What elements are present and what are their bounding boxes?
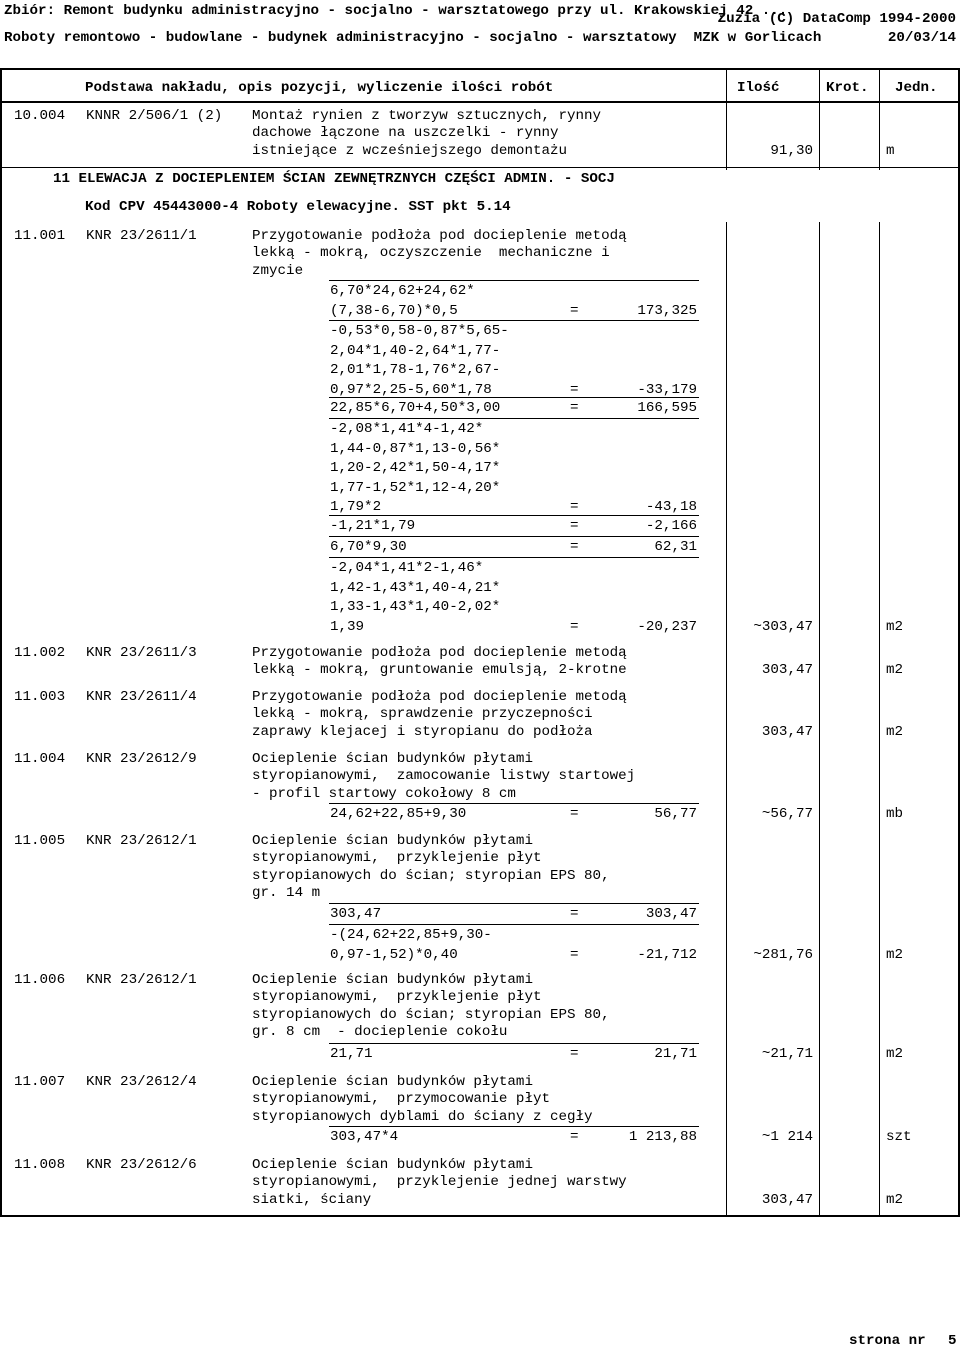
item-unit: m2: [886, 618, 904, 635]
item-code: KNR 23/2612/4: [86, 1074, 197, 1090]
calc-expression-line: 6,70*24,62+24,62*: [330, 283, 475, 299]
item-quantity: 303,47: [761, 662, 813, 679]
item-number: 11.003: [14, 689, 66, 705]
item-description-line: Montaż rynien z tworzyw sztucznych, rynny: [252, 108, 602, 124]
footer-page-label: strona nr: [849, 1333, 926, 1349]
item-description-line: Ocieplenie ścian budynków płytami: [252, 833, 533, 849]
calc-result: -21,712: [637, 946, 697, 963]
item-unit: m2: [886, 1046, 904, 1062]
item-description-line: styropianowymi, zamocowanie listwy startowej: [252, 768, 636, 785]
calc-result: -43,18: [645, 499, 697, 515]
item-quantity: 303,47: [761, 723, 813, 740]
item-number: 11.001: [14, 228, 66, 244]
item-code: KNR 23/2612/9: [86, 751, 197, 767]
item-description-line: Ocieplenie ścian budynków płytami: [252, 1157, 533, 1173]
item-description-line: lekką - mokrą, oczyszczenie mechaniczne i: [252, 245, 610, 262]
section-divider: [0, 167, 960, 168]
item-code: KNR 23/2612/6: [86, 1157, 197, 1173]
calc-expression-line: -(24,62+22,85+9,30-: [330, 927, 492, 943]
calc-equals: =: [570, 946, 579, 963]
column-separator: [819, 68, 820, 170]
column-separator: [819, 222, 820, 1215]
column-separator: [879, 68, 880, 170]
calc-expression-line: 24,62+22,85+9,30: [330, 806, 467, 822]
column-separator: [726, 68, 727, 170]
item-number: 11.004: [14, 751, 66, 767]
column-header-quantity: Ilość: [737, 80, 780, 96]
calc-result: 21,71: [654, 1046, 697, 1062]
item-description-line: zmycie: [252, 262, 304, 279]
calc-expression-line: 1,20-2,42*1,50-4,17*: [330, 460, 501, 476]
item-code: KNR 23/2612/1: [86, 833, 197, 849]
calc-equals: =: [570, 618, 579, 635]
calc-separator-line: [329, 320, 699, 321]
calc-result: 166,595: [637, 400, 697, 416]
column-separator: [879, 222, 880, 1215]
item-number: 11.007: [14, 1074, 66, 1090]
calc-equals: =: [570, 539, 579, 555]
item-number: 10.004: [14, 108, 66, 124]
calc-equals: =: [570, 381, 579, 398]
item-description-line: Przygotowanie podłoża pod docieplenie metodą: [252, 228, 627, 244]
calc-result: -33,179: [637, 381, 697, 398]
item-description-line: styropianowych do ścian; styropian EPS 80,: [252, 1006, 610, 1023]
calc-equals: =: [570, 806, 579, 822]
calc-expression-line: 1,77-1,52*1,12-4,20*: [330, 479, 501, 496]
item-unit: m2: [886, 946, 904, 963]
item-description-line: dachowe łączone na uszczelki - rynny: [252, 125, 559, 142]
calc-separator-line: [329, 557, 699, 558]
item-unit: mb: [886, 806, 904, 822]
calc-expression-line: 2,04*1,40-2,64*1,77-: [330, 342, 501, 359]
item-quantity: ~281,76: [753, 946, 813, 963]
calc-result: 62,31: [654, 539, 697, 555]
calc-separator-line: [329, 418, 699, 419]
item-unit: m2: [886, 1191, 904, 1208]
calc-separator-line: [329, 515, 699, 516]
item-code: KNNR 2/506/1 (2): [86, 108, 223, 124]
item-description-line: istniejące z wcześniejszego demontażu: [252, 142, 568, 159]
item-description-line: lekką - mokrą, sprawdzenie przyczepności: [252, 706, 593, 723]
item-description-line: styropianowymi, przyklejenie płyt: [252, 989, 542, 1006]
calc-separator-line: [329, 803, 699, 804]
item-code: KNR 23/2611/3: [86, 645, 197, 661]
calc-separator-line: [329, 536, 699, 537]
calc-equals: =: [570, 499, 579, 515]
item-quantity: 303,47: [761, 1191, 813, 1208]
table-bottom-border: [0, 1215, 960, 1217]
item-quantity: ~56,77: [761, 806, 813, 822]
calc-expression-line: 22,85*6,70+4,50*3,00: [330, 400, 501, 416]
header-divider: [0, 101, 960, 103]
item-description-line: - profil startowy cokołowy 8 cm: [252, 785, 516, 802]
calc-expression-line: 6,70*9,30: [330, 539, 407, 555]
calc-separator-line: [329, 1126, 699, 1127]
item-number: 11.005: [14, 833, 66, 849]
calc-expression-line: -1,21*1,79: [330, 518, 416, 534]
item-number: 11.006: [14, 972, 66, 988]
item-unit: m2: [886, 662, 904, 679]
calc-equals: =: [570, 302, 579, 319]
item-description-line: styropianowymi, przyklejenie płyt: [252, 850, 542, 867]
calc-expression-line: 1,39: [330, 618, 365, 635]
calc-expression-line: 1,44-0,87*1,13-0,56*: [330, 440, 501, 457]
item-description-line: styropianowych do ścian; styropian EPS 80,: [252, 867, 610, 884]
calc-expression-line: -0,53*0,58-0,87*5,65-: [330, 323, 509, 339]
item-description-line: styropianowymi, przyklejenie jednej warstwy: [252, 1174, 627, 1191]
header-software: Zuzia (C) DataComp 1994-2000: [717, 11, 956, 27]
calc-separator-line: [329, 280, 699, 281]
table-top-border: [0, 68, 960, 70]
item-description-line: styropianowymi, przymocowanie płyt: [252, 1091, 550, 1108]
calc-equals: =: [570, 1129, 579, 1145]
table-left-border: [0, 68, 2, 1217]
calc-separator-line: [329, 1043, 699, 1044]
calc-result: -2,166: [645, 518, 697, 534]
item-unit: szt: [886, 1129, 912, 1145]
item-code: KNR 23/2611/1: [86, 228, 197, 244]
calc-separator-line: [329, 903, 699, 904]
header-title: Zbiór: Remont budynku administracyjno - socjalno - warsztatowego przy ul. Krakowskiej 42 ...: [4, 3, 788, 19]
item-description-line: Ocieplenie ścian budynków płytami: [252, 972, 533, 988]
item-description-line: Ocieplenie ścian budynków płytami: [252, 1074, 533, 1090]
item-unit: m2: [886, 723, 904, 740]
calc-separator-line: [329, 924, 699, 925]
calc-result: -20,237: [637, 618, 697, 635]
item-description-line: Ocieplenie ścian budynków płytami: [252, 751, 533, 767]
column-header-multiplier: Krot.: [826, 80, 869, 96]
calc-expression-line: -2,08*1,41*4-1,42*: [330, 421, 484, 437]
item-description-line: zaprawy klejacej i styropianu do podłoża: [252, 723, 593, 740]
item-description-line: Przygotowanie podłoża pod docieplenie metodą: [252, 645, 627, 661]
item-description-line: gr. 14 m: [252, 884, 321, 901]
item-quantity: ~1 214: [761, 1129, 813, 1145]
calc-result: 303,47: [645, 906, 697, 922]
calc-equals: =: [570, 518, 579, 534]
calc-expression-line: 21,71: [330, 1046, 373, 1062]
item-quantity: 91,30: [770, 142, 813, 159]
item-description-line: lekką - mokrą, gruntowanie emulsją, 2-krotne: [252, 662, 627, 679]
item-description-line: Przygotowanie podłoża pod docieplenie metodą: [252, 689, 627, 705]
calc-expression-line: -2,04*1,41*2-1,46*: [330, 560, 484, 576]
calc-expression-line: 2,01*1,78-1,76*2,67-: [330, 362, 501, 378]
item-number: 11.008: [14, 1157, 66, 1173]
footer-page-number: 5: [948, 1333, 957, 1349]
calc-result: 173,325: [637, 302, 697, 319]
calc-separator-line: [329, 397, 699, 398]
item-code: KNR 23/2611/4: [86, 689, 197, 705]
item-number: 11.002: [14, 645, 66, 661]
header-subtitle: Roboty remontowo - budowlane - budynek administracyjno - socjalno - warsztatowy MZK w Gorlicach: [4, 30, 822, 46]
item-unit: m: [886, 142, 895, 159]
item-quantity: ~21,71: [761, 1046, 813, 1062]
item-description-line: gr. 8 cm - docieplenie cokołu: [252, 1023, 508, 1040]
header-date: 20/03/14: [887, 30, 956, 46]
calc-equals: =: [570, 1046, 579, 1062]
calc-expression-line: 1,33-1,43*1,40-2,02*: [330, 599, 501, 615]
item-description-line: styropianowych dyblami do ściany z cegły: [252, 1108, 593, 1125]
item-description-line: siatki, ściany: [252, 1191, 372, 1208]
column-separator: [726, 222, 727, 1215]
column-header-unit: Jedn.: [895, 80, 938, 96]
column-header-description: Podstawa nakładu, opis pozycji, wyliczenie ilości robót: [85, 80, 554, 96]
calc-result: 56,77: [654, 806, 697, 822]
item-code: KNR 23/2612/1: [86, 972, 197, 988]
calc-equals: =: [570, 400, 579, 416]
calc-expression-line: 1,79*2: [330, 499, 382, 515]
calc-expression-line: (7,38-6,70)*0,5: [330, 302, 458, 319]
item-quantity: ~303,47: [753, 618, 813, 635]
calc-expression-line: 1,42-1,43*1,40-4,21*: [330, 579, 501, 596]
calc-expression-line: 303,47*4: [330, 1129, 399, 1145]
section-cpv-code: Kod CPV 45443000-4 Roboty elewacyjne. SST pkt 5.14: [85, 199, 511, 215]
calc-expression-line: 0,97-1,52)*0,40: [330, 946, 458, 963]
calc-result: 1 213,88: [628, 1129, 697, 1145]
calc-expression-line: 303,47: [330, 906, 382, 922]
calc-expression-line: 0,97*2,25-5,60*1,78: [330, 381, 492, 398]
calc-equals: =: [570, 906, 579, 922]
section-title: 11 ELEWACJA Z DOCIEPLENIEM ŚCIAN ZEWNĘTRZNYCH CZĘŚCI ADMIN. - SOCJ: [53, 171, 615, 187]
